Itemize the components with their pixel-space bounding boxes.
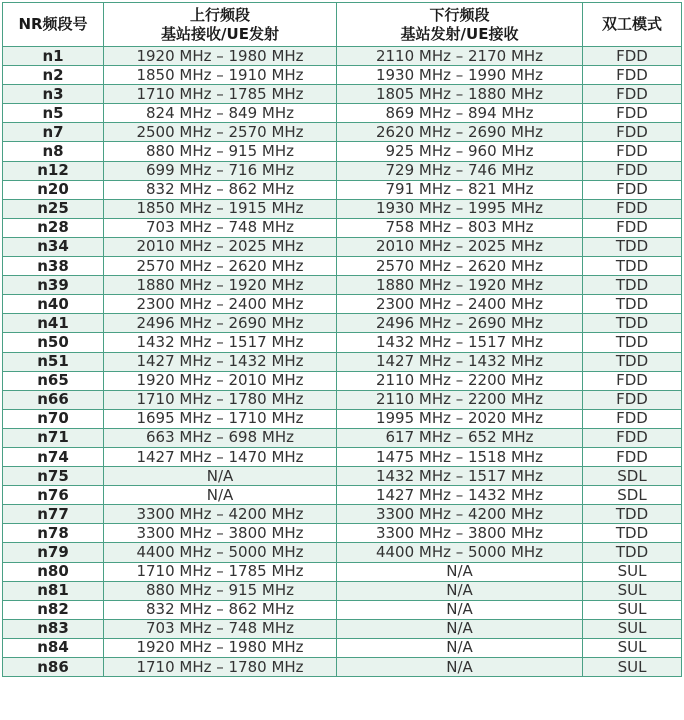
duplex-mode-cell: SUL <box>583 600 682 619</box>
downlink-cell: 2110 MHz – 2200 MHz <box>337 390 583 409</box>
header-downlink-line1: 下行频段 <box>429 5 490 24</box>
table-row <box>3 390 682 409</box>
duplex-mode-cell: TDD <box>583 524 682 543</box>
downlink-cell: 2300 MHz – 2400 MHz <box>337 295 583 314</box>
band-cell: n81 <box>3 581 104 600</box>
band-cell: n38 <box>3 257 104 276</box>
downlink-cell: 1432 MHz – 1517 MHz <box>337 467 583 486</box>
table-row <box>3 276 682 295</box>
table-row <box>3 85 682 104</box>
table-body <box>3 47 682 677</box>
duplex-mode-cell: FDD <box>583 85 682 104</box>
table-row <box>3 371 682 390</box>
band-cell: n7 <box>3 123 104 142</box>
table-row <box>3 123 682 142</box>
table-row <box>3 619 682 638</box>
band-cell: n1 <box>3 47 104 66</box>
duplex-mode-cell: TDD <box>583 505 682 524</box>
band-cell: n82 <box>3 600 104 619</box>
table-row <box>3 600 682 619</box>
band-cell: n20 <box>3 180 104 199</box>
table-row <box>3 486 682 505</box>
duplex-mode-cell: FDD <box>583 390 682 409</box>
uplink-cell: 699 MHz – 716 MHz <box>104 161 337 180</box>
duplex-mode-cell: SDL <box>583 486 682 505</box>
uplink-cell: 3300 MHz – 4200 MHz <box>104 505 337 524</box>
header-duplex-label: 双工模式 <box>601 15 662 33</box>
duplex-mode-cell: FDD <box>583 47 682 66</box>
table-row <box>3 314 682 333</box>
uplink-cell: 1427 MHz – 1470 MHz <box>104 447 337 466</box>
duplex-mode-cell: FDD <box>583 409 682 428</box>
table-row <box>3 562 682 581</box>
table-row <box>3 524 682 543</box>
table-header <box>3 3 682 47</box>
downlink-cell: 617 MHz – 652 MHz <box>337 428 583 447</box>
duplex-mode-cell: TDD <box>583 237 682 256</box>
table-row <box>3 104 682 123</box>
duplex-mode-cell: TDD <box>583 295 682 314</box>
downlink-cell: 1930 MHz – 1995 MHz <box>337 199 583 218</box>
band-cell: n65 <box>3 371 104 390</box>
table-row <box>3 180 682 199</box>
band-cell: n28 <box>3 218 104 237</box>
band-cell: n66 <box>3 390 104 409</box>
header-band <box>3 3 104 47</box>
band-cell: n41 <box>3 314 104 333</box>
uplink-cell: 663 MHz – 698 MHz <box>104 428 337 447</box>
uplink-cell: 1880 MHz – 1920 MHz <box>104 276 337 295</box>
table-row <box>3 257 682 276</box>
downlink-cell: 1805 MHz – 1880 MHz <box>337 85 583 104</box>
band-cell: n75 <box>3 467 104 486</box>
uplink-cell: 4400 MHz – 5000 MHz <box>104 543 337 562</box>
table-row <box>3 447 682 466</box>
uplink-cell: N/A <box>104 467 337 486</box>
uplink-cell: 1920 MHz – 2010 MHz <box>104 371 337 390</box>
duplex-mode-cell: FDD <box>583 104 682 123</box>
downlink-cell: 1880 MHz – 1920 MHz <box>337 276 583 295</box>
duplex-mode-cell: TDD <box>583 543 682 562</box>
downlink-cell: 2570 MHz – 2620 MHz <box>337 257 583 276</box>
uplink-cell: 1427 MHz – 1432 MHz <box>104 352 337 371</box>
table-row <box>3 47 682 66</box>
downlink-cell: 2496 MHz – 2690 MHz <box>337 314 583 333</box>
header-downlink-line2: 基站发射/UE接收 <box>400 24 519 43</box>
band-cell: n2 <box>3 66 104 85</box>
duplex-mode-cell: FDD <box>583 142 682 161</box>
band-cell: n3 <box>3 85 104 104</box>
uplink-cell: 880 MHz – 915 MHz <box>104 581 337 600</box>
downlink-cell: N/A <box>337 581 583 600</box>
uplink-cell: 2496 MHz – 2690 MHz <box>104 314 337 333</box>
downlink-cell: N/A <box>337 619 583 638</box>
header-uplink-line1: 上行频段 <box>189 5 250 24</box>
uplink-cell: 1920 MHz – 1980 MHz <box>104 47 337 66</box>
header-duplex <box>583 3 682 47</box>
nr-band-table-container <box>2 2 681 677</box>
band-cell: n76 <box>3 486 104 505</box>
band-cell: n77 <box>3 505 104 524</box>
band-cell: n51 <box>3 352 104 371</box>
downlink-cell: N/A <box>337 562 583 581</box>
uplink-cell: 703 MHz – 748 MHz <box>104 218 337 237</box>
uplink-cell: 1710 MHz – 1785 MHz <box>104 85 337 104</box>
uplink-cell: 1850 MHz – 1915 MHz <box>104 199 337 218</box>
duplex-mode-cell: FDD <box>583 428 682 447</box>
header-uplink-line2: 基站接收/UE发射 <box>161 24 279 43</box>
table-row <box>3 409 682 428</box>
duplex-mode-cell: SUL <box>583 581 682 600</box>
table-row <box>3 352 682 371</box>
band-cell: n71 <box>3 428 104 447</box>
band-cell: n39 <box>3 276 104 295</box>
table-row <box>3 467 682 486</box>
band-cell: n40 <box>3 295 104 314</box>
band-cell: n12 <box>3 161 104 180</box>
band-cell: n78 <box>3 524 104 543</box>
header-row <box>3 3 682 47</box>
table-row <box>3 505 682 524</box>
table-row <box>3 428 682 447</box>
duplex-mode-cell: TDD <box>583 257 682 276</box>
duplex-mode-cell: FDD <box>583 180 682 199</box>
nr-band-table <box>2 2 682 677</box>
downlink-cell: 869 MHz – 894 MHz <box>337 104 583 123</box>
duplex-mode-cell: SUL <box>583 619 682 638</box>
downlink-cell: N/A <box>337 658 583 677</box>
band-cell: n50 <box>3 333 104 352</box>
uplink-cell: 1710 MHz – 1785 MHz <box>104 562 337 581</box>
duplex-mode-cell: SDL <box>583 467 682 486</box>
uplink-cell: 2500 MHz – 2570 MHz <box>104 123 337 142</box>
band-cell: n83 <box>3 619 104 638</box>
uplink-cell: 2010 MHz – 2025 MHz <box>104 237 337 256</box>
table-row <box>3 199 682 218</box>
uplink-cell: N/A <box>104 486 337 505</box>
duplex-mode-cell: FDD <box>583 199 682 218</box>
band-cell: n86 <box>3 658 104 677</box>
uplink-cell: 703 MHz – 748 MHz <box>104 619 337 638</box>
duplex-mode-cell: TDD <box>583 314 682 333</box>
downlink-cell: 2110 MHz – 2200 MHz <box>337 371 583 390</box>
band-cell: n80 <box>3 562 104 581</box>
downlink-cell: 925 MHz – 960 MHz <box>337 142 583 161</box>
downlink-cell: 1930 MHz – 1990 MHz <box>337 66 583 85</box>
uplink-cell: 2570 MHz – 2620 MHz <box>104 257 337 276</box>
band-cell: n34 <box>3 237 104 256</box>
uplink-cell: 1710 MHz – 1780 MHz <box>104 390 337 409</box>
duplex-mode-cell: SUL <box>583 658 682 677</box>
duplex-mode-cell: SUL <box>583 562 682 581</box>
downlink-cell: N/A <box>337 638 583 657</box>
uplink-cell: 1850 MHz – 1910 MHz <box>104 66 337 85</box>
duplex-mode-cell: FDD <box>583 123 682 142</box>
downlink-cell: 3300 MHz – 3800 MHz <box>337 524 583 543</box>
downlink-cell: 729 MHz – 746 MHz <box>337 161 583 180</box>
uplink-cell: 1920 MHz – 1980 MHz <box>104 638 337 657</box>
duplex-mode-cell: FDD <box>583 66 682 85</box>
table-row <box>3 237 682 256</box>
table-row <box>3 638 682 657</box>
duplex-mode-cell: TDD <box>583 276 682 295</box>
downlink-cell: 2620 MHz – 2690 MHz <box>337 123 583 142</box>
duplex-mode-cell: FDD <box>583 161 682 180</box>
uplink-cell: 880 MHz – 915 MHz <box>104 142 337 161</box>
downlink-cell: N/A <box>337 600 583 619</box>
downlink-cell: 2110 MHz – 2170 MHz <box>337 47 583 66</box>
duplex-mode-cell: SUL <box>583 638 682 657</box>
downlink-cell: 1995 MHz – 2020 MHz <box>337 409 583 428</box>
duplex-mode-cell: FDD <box>583 447 682 466</box>
uplink-cell: 832 MHz – 862 MHz <box>104 600 337 619</box>
downlink-cell: 4400 MHz – 5000 MHz <box>337 543 583 562</box>
uplink-cell: 1432 MHz – 1517 MHz <box>104 333 337 352</box>
uplink-cell: 1695 MHz – 1710 MHz <box>104 409 337 428</box>
downlink-cell: 1432 MHz – 1517 MHz <box>337 333 583 352</box>
table-row <box>3 66 682 85</box>
band-cell: n5 <box>3 104 104 123</box>
uplink-cell: 3300 MHz – 3800 MHz <box>104 524 337 543</box>
uplink-cell: 2300 MHz – 2400 MHz <box>104 295 337 314</box>
band-cell: n8 <box>3 142 104 161</box>
table-row <box>3 543 682 562</box>
table-row <box>3 295 682 314</box>
table-row <box>3 658 682 677</box>
downlink-cell: 791 MHz – 821 MHz <box>337 180 583 199</box>
header-band-label: NR频段号 <box>18 15 88 33</box>
header-downlink <box>337 3 583 47</box>
downlink-cell: 758 MHz – 803 MHz <box>337 218 583 237</box>
uplink-cell: 832 MHz – 862 MHz <box>104 180 337 199</box>
duplex-mode-cell: TDD <box>583 333 682 352</box>
uplink-cell: 1710 MHz – 1780 MHz <box>104 658 337 677</box>
downlink-cell: 1427 MHz – 1432 MHz <box>337 486 583 505</box>
downlink-cell: 1427 MHz – 1432 MHz <box>337 352 583 371</box>
header-uplink <box>104 3 337 47</box>
duplex-mode-cell: TDD <box>583 352 682 371</box>
downlink-cell: 2010 MHz – 2025 MHz <box>337 237 583 256</box>
table-row <box>3 581 682 600</box>
band-cell: n70 <box>3 409 104 428</box>
downlink-cell: 3300 MHz – 4200 MHz <box>337 505 583 524</box>
band-cell: n74 <box>3 447 104 466</box>
table-row <box>3 218 682 237</box>
band-cell: n79 <box>3 543 104 562</box>
table-row <box>3 333 682 352</box>
duplex-mode-cell: FDD <box>583 218 682 237</box>
uplink-cell: 824 MHz – 849 MHz <box>104 104 337 123</box>
duplex-mode-cell: FDD <box>583 371 682 390</box>
band-cell: n25 <box>3 199 104 218</box>
downlink-cell: 1475 MHz – 1518 MHz <box>337 447 583 466</box>
table-row <box>3 161 682 180</box>
table-row <box>3 142 682 161</box>
band-cell: n84 <box>3 638 104 657</box>
